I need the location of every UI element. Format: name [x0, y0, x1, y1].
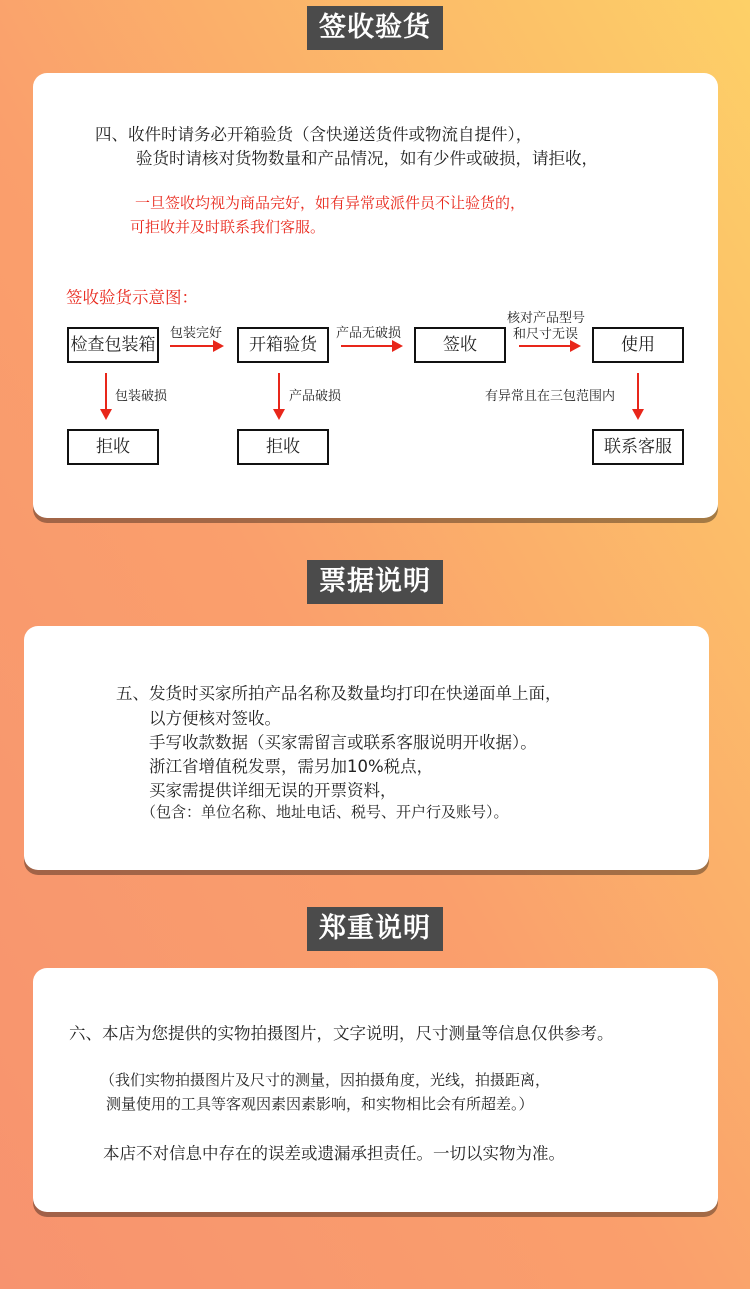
arrow-verify	[519, 345, 579, 347]
label-verify-1: 核对产品型号	[507, 311, 586, 326]
invoice-line-4: 浙江省增值税发票，需另加10%税点，	[149, 757, 434, 776]
arrow-product-damaged	[278, 373, 280, 418]
invoice-line-3: 手写收款数据（买家需留言或联系客服说明开收据）。	[149, 733, 537, 752]
label-product-damaged: 产品破损	[289, 389, 342, 404]
label-package-damaged: 包装破损	[115, 389, 168, 404]
section-title-invoice: 票据说明	[307, 560, 443, 604]
invoice-line-2: 以方便核对签收。	[149, 709, 281, 728]
statement-note-2: 测量使用的工具等客观因素因素影响，和实物相比会有所超差。）	[106, 1095, 534, 1113]
arrow-product-ok	[341, 345, 401, 347]
flow-box-reject-1: 拒收	[67, 429, 159, 465]
flow-box-contact: 联系客服	[592, 429, 684, 465]
invoice-line-5: 买家需提供详细无误的开票资料，	[149, 781, 397, 800]
invoice-line-6: （包含：单位名称、地址电话、税号、开户行及账号）。	[141, 803, 509, 821]
statement-line-1: 六、本店为您提供的实物拍摄图片，文字说明，尺寸测量等信息仅供参考。	[69, 1024, 614, 1043]
statement-line-2: 本店不对信息中存在的误差或遗漏承担责任。一切以实物为准。	[103, 1144, 565, 1163]
diagram-title: 签收验货示意图：	[66, 288, 198, 307]
label-product-ok: 产品无破损	[336, 326, 402, 341]
statement-note-1: （我们实物拍摄图片及尺寸的测量，因拍摄角度，光线，拍摄距离，	[100, 1071, 551, 1089]
flow-box-open-inspect: 开箱验货	[237, 327, 329, 363]
label-package-ok: 包装完好	[170, 326, 223, 341]
flow-box-sign: 签收	[414, 327, 506, 363]
receiving-warning-2: 可拒收并及时联系我们客服。	[130, 218, 326, 236]
flow-box-check-package: 检查包装箱	[67, 327, 159, 363]
arrow-package-damaged	[105, 373, 107, 418]
receiving-warning-1: 一旦签收均视为商品完好，如有异常或派件员不让验货的，	[135, 194, 526, 212]
invoice-line-1: 五、发货时买家所拍产品名称及数量均打印在快递面单上面，	[116, 684, 562, 703]
label-verify-2: 和尺寸无误	[513, 327, 579, 342]
receiving-line-2: 验货时请核对货物数量和产品情况，如有少件或破损，请拒收，	[136, 149, 598, 168]
receiving-card	[33, 73, 718, 518]
label-abnormal-warranty: 有异常且在三包范围内	[485, 389, 616, 404]
flow-box-use: 使用	[592, 327, 684, 363]
receiving-line-1: 四、收件时请务必开箱验货（含快递送货件或物流自提件），	[95, 125, 533, 144]
arrow-abnormal	[637, 373, 639, 418]
invoice-card	[24, 626, 709, 870]
section-title-statement: 郑重说明	[307, 907, 443, 951]
arrow-package-ok	[170, 345, 222, 347]
flow-box-reject-2: 拒收	[237, 429, 329, 465]
section-title-receiving: 签收验货	[307, 6, 443, 50]
statement-card	[33, 968, 718, 1212]
